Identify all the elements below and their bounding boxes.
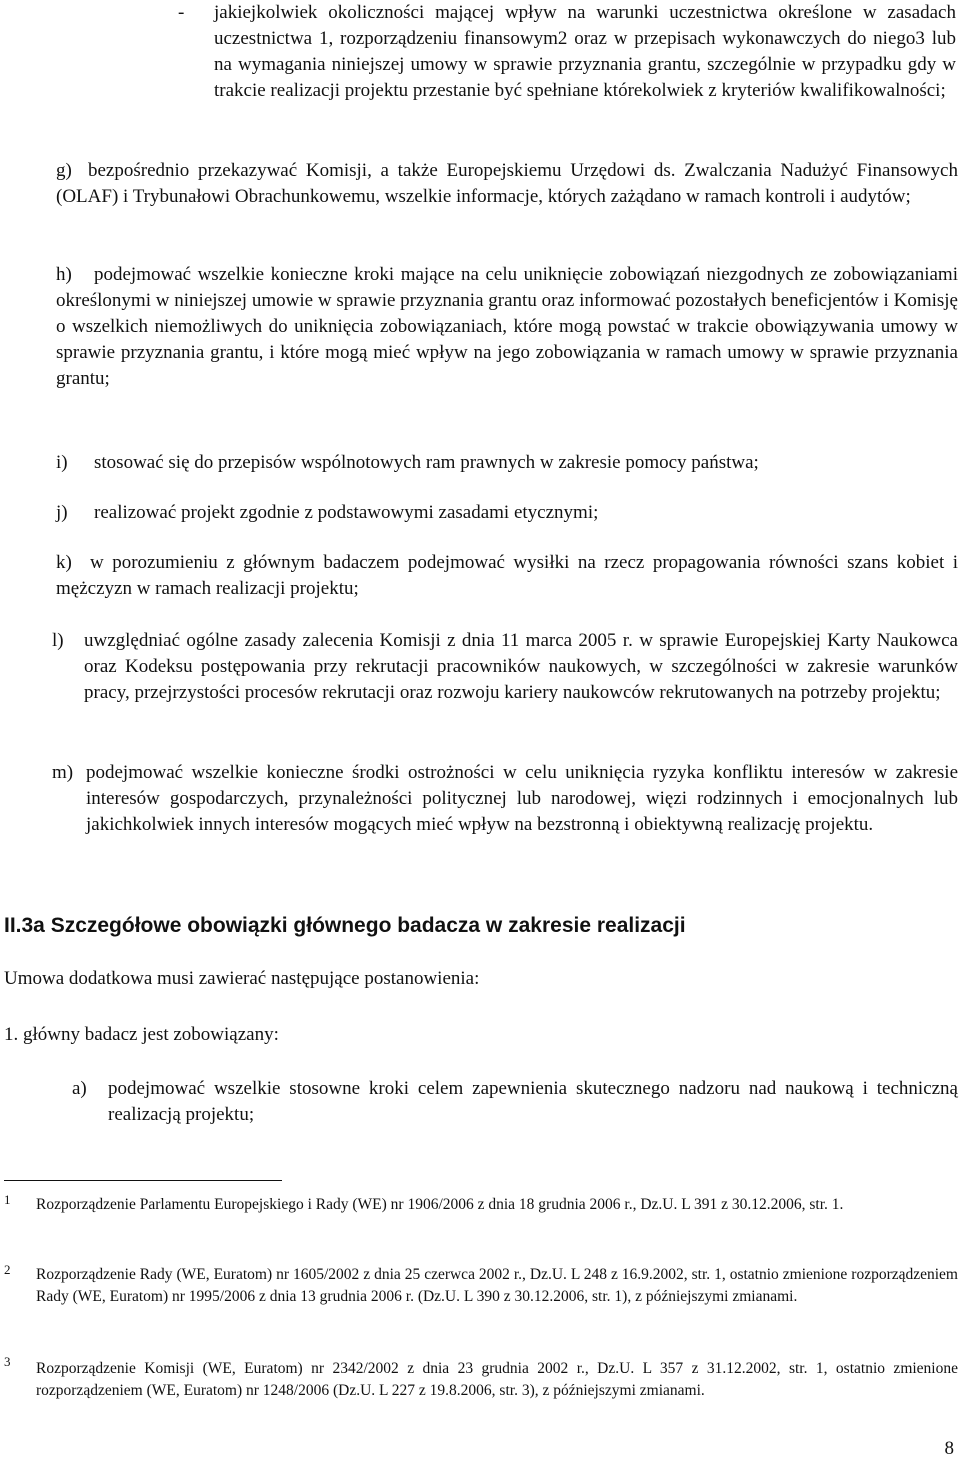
section-intro: Umowa dodatkowa musi zawierać następujące postanowienia: bbox=[4, 968, 480, 989]
footnote-3-number: 3 bbox=[4, 1354, 11, 1369]
section-point-1: 1. główny badacz jest zobowiązany: bbox=[4, 1024, 279, 1045]
item-h-label: h) bbox=[56, 264, 72, 285]
item-l-text: uwzględniać ogólne zasady zalecenia Komisji z dnia 11 marca 2005 r. w sprawie Europejskiej Karty Naukowca oraz Kodeksu postępowania przy rekrutacji pracowników naukowych, w szczególności w zakresie warunków pracy, przejrzystości procesów rekrutacji oraz rozwoju kariery naukowców rekrutowanych na potrzeby projektu; bbox=[84, 630, 958, 703]
item-m-label: m) bbox=[52, 762, 74, 783]
item-j-text: realizować projekt zgodnie z podstawowymi zasadami etycznymi; bbox=[94, 502, 599, 523]
footnote-3-text: Rozporządzenie Komisji (WE, Euratom) nr 2342/2002 z dnia 23 grudnia 2002 r., Dz.U. L 357 z 31.12.2002, str. 1, ostatnio zmienione rozporządzeniem (WE, Euratom) nr 1248/2006 (Dz.U. L 227 z 19.8.2006, str. 3), z późniejszymi zmianami. bbox=[36, 1360, 958, 1399]
section-heading: II.3a Szczegółowe obowiązki głównego badacza w zakresie realizacji bbox=[4, 914, 686, 937]
footnote-2-text: Rozporządzenie Rady (WE, Euratom) nr 1605/2002 z dnia 25 czerwca 2002 r., Dz.U. L 248 z 16.9.2002, str. 1, ostatnio zmienione rozporządzeniem Rady (WE, Euratom) nr 1995/2006 z dnia 13 grudnia 2006 r. (Dz.U. L 390 z 30.12.2006, str. 1), z późniejszymi zmianami. bbox=[36, 1266, 958, 1305]
item-a-label: a) bbox=[72, 1078, 87, 1099]
item-dash-label: - bbox=[178, 2, 185, 23]
footnote-1-number: 1 bbox=[4, 1192, 11, 1207]
item-g-label: g) bbox=[56, 160, 72, 181]
item-h-text: podejmować wszelkie konieczne kroki mające na celu uniknięcie zobowiązań niezgodnych ze zobowiązaniami określonymi w niniejszej umowie w sprawie przyznania grantu oraz informować pozostałych beneficjentów i Komisję o wszelkich niemożliwych do uniknięcia zobowiązaniach, które mogą powstać w trakcie obowiązywania umowy w sprawie przyznania grantu, i które mogą mieć wpływ na jego zobowiązania w ramach umowy w sprawie przyznania grantu; bbox=[56, 264, 958, 389]
item-i-text: stosować się do przepisów wspólnotowych ram prawnych w zakresie pomocy państwa; bbox=[94, 452, 759, 473]
item-l-label: l) bbox=[52, 630, 64, 651]
item-k-text: w porozumieniu z głównym badaczem podejmować wysiłki na rzecz propagowania równości szans kobiet i mężczyzn w ramach realizacji projektu; bbox=[56, 552, 958, 599]
item-g-text: bezpośrednio przekazywać Komisji, a także Europejskiemu Urzędowi ds. Zwalczania Nadużyć Finansowych (OLAF) i Trybunałowi Obrachunkowemu, wszelkie informacje, których zażądano w ramach kontroli i audytów; bbox=[56, 160, 958, 207]
item-dash-text: jakiejkolwiek okoliczności mającej wpływ na warunki uczestnictwa określone w zasadach uczestnictwa 1, rozporządzeniu finansowym2 oraz w przepisach wykonawczych do niego3 lub na wymagania niniejszej umowy w sprawie przyznania grantu, szczególnie w przypadku gdy w trakcie realizacji projektu przestanie być spełniane którekolwiek z kryteriów kwalifikowalności; bbox=[214, 2, 956, 101]
footnote-separator bbox=[4, 1180, 282, 1181]
footnote-2-number: 2 bbox=[4, 1262, 11, 1277]
item-k-label: k) bbox=[56, 552, 72, 573]
item-m-text: podejmować wszelkie konieczne środki ostrożności w celu uniknięcia ryzyka konfliktu interesów w zakresie interesów gospodarczych, przynależności politycznej lub narodowej, więzi rodzinnych i emocjonalnych lub jakichkolwiek innych interesów mogących mieć wpływ na bezstronną i obiektywną realizację projektu. bbox=[86, 762, 958, 835]
item-i-label: i) bbox=[56, 452, 68, 473]
footnote-1-text: Rozporządzenie Parlamentu Europejskiego i Rady (WE) nr 1906/2006 z dnia 18 grudnia 2006 r., Dz.U. L 391 z 30.12.2006, str. 1. bbox=[36, 1196, 844, 1213]
item-j-label: j) bbox=[56, 502, 68, 523]
page-number: 8 bbox=[944, 1438, 954, 1459]
item-a-text: podejmować wszelkie stosowne kroki celem zapewnienia skutecznego nadzoru nad naukową i techniczną realizacją projektu; bbox=[108, 1078, 958, 1125]
